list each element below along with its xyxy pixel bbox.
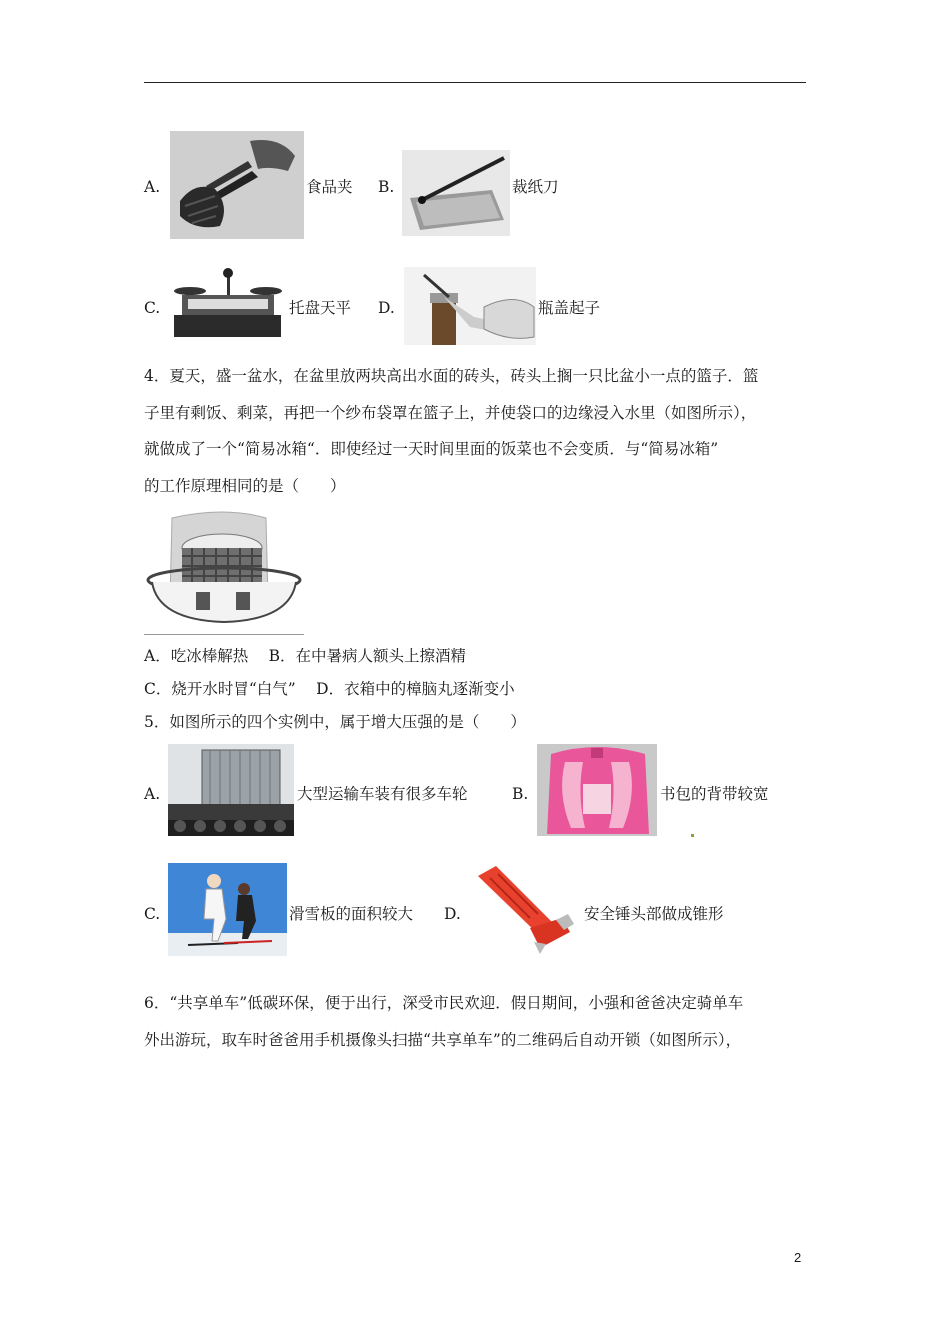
q5-option-a-text: 大型运输车装有很多车轮: [297, 785, 468, 803]
school-backpack-image: [537, 744, 657, 836]
q3-option-a-text: 食品夹: [306, 178, 353, 196]
q5-option-c-text: 滑雪板的面积较大: [289, 905, 414, 923]
simple-icebox-image: [144, 508, 304, 635]
q4-options-ab: A．吃冰棒解热 B．在中暑病人额头上擦酒精: [144, 647, 467, 665]
q4-line: 就做成了一个“简易冰箱“．即使经过一天时间里面的饭菜也不会变质．与“简易冰箱”: [144, 440, 719, 458]
page-number: 2: [794, 1250, 802, 1265]
q5-option-d-letter: D.: [444, 905, 461, 923]
q6-stem: [144, 985, 812, 1058]
q6-line: 外出游玩，取车时爸爸用手机摄像头扫描“共享单车”的二维码后自动开锁（如图所示），: [144, 1030, 742, 1049]
q5-option-b-text: 书包的背带较宽: [660, 785, 769, 803]
safety-hammer-image: [470, 862, 582, 958]
skiers-image: [168, 863, 287, 956]
stray-dot: [691, 834, 694, 837]
q4-line: 4．夏天，盛一盆水，在盆里放两块高出水面的砖头，砖头上搁一只比盆小一点的篮子．篮: [144, 367, 759, 385]
q5-option-d-text: 安全锤头部做成锥形: [584, 905, 724, 923]
q3-option-c-text: 托盘天平: [289, 299, 352, 317]
paper-cutter-image: [402, 150, 510, 236]
q3-option-c-letter: C.: [144, 299, 161, 317]
q3-option-d-text: 瓶盖起子: [538, 299, 601, 317]
transport-truck-image: [168, 744, 294, 836]
balance-scale-image: [170, 267, 285, 343]
q4-options-cd: C．烧开水时冒“白气” D．衣箱中的樟脑丸逐渐变小: [144, 680, 515, 698]
bottle-opener-image: [404, 267, 536, 345]
q5-option-b-letter: B.: [512, 785, 529, 803]
q3-option-d-letter: D.: [378, 299, 395, 317]
header-rule: [144, 82, 806, 83]
q4-line: 子里有剩饭、剩菜，再把一个纱布袋罩在篮子上，并使袋口的边缘浸入水里（如图所示），: [144, 403, 757, 422]
q3-option-a-letter: A.: [144, 178, 161, 196]
food-tongs-image: [170, 131, 304, 239]
q4-stem: [144, 358, 812, 504]
q5-option-a-letter: A.: [144, 785, 161, 803]
q3-option-b-text: 裁纸刀: [512, 178, 559, 196]
q3-option-b-letter: B.: [378, 178, 395, 196]
q5-option-c-letter: C.: [144, 905, 161, 923]
q4-line: 的工作原理相同的是（ ）: [144, 476, 346, 495]
q6-line: 6．“共享单车”低碳环保，便于出行，深受市民欢迎．假日期间，小强和爸爸决定骑单车: [144, 994, 744, 1012]
q5-stem: 5．如图所示的四个实例中，属于增大压强的是（ ）: [144, 713, 526, 731]
